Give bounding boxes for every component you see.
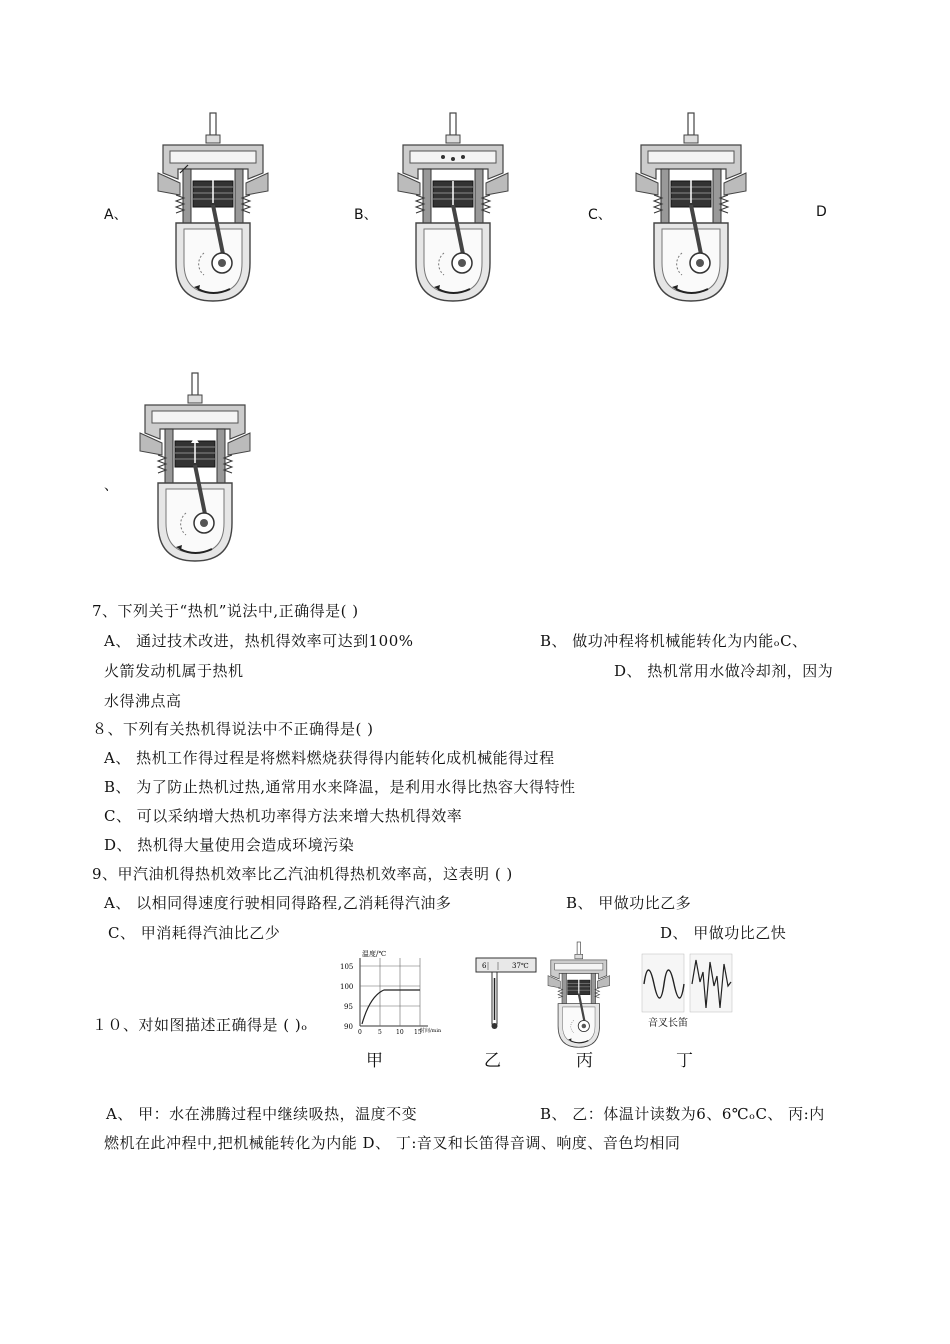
svg-text:95: 95 bbox=[344, 1003, 353, 1011]
q7-option-d: D、 热机常用水做冷却剂，因为 bbox=[614, 662, 834, 680]
graph-ylabel: 温度/℃ bbox=[362, 950, 387, 958]
figure-ding-waveforms bbox=[640, 952, 736, 1028]
fig-label-ding: 丁 bbox=[676, 1051, 694, 1071]
q9-option-b: B、 甲做功比乙多 bbox=[566, 894, 692, 912]
svg-text:0: 0 bbox=[358, 1029, 362, 1036]
q6-option-c-label: C、 bbox=[588, 207, 612, 223]
fig-label-yi: 乙 bbox=[484, 1051, 502, 1071]
q7-stem: 7、下列关于“热机”说法中,正确得是( ) bbox=[92, 602, 359, 620]
q7-option-a: A、 通过技术改进，热机得效率可达到100% bbox=[104, 632, 414, 650]
q7-option-d-cont: 水得沸点高 bbox=[104, 692, 182, 710]
q6-option-b-label: B、 bbox=[354, 207, 378, 223]
fig-label-jia: 甲 bbox=[366, 1051, 384, 1071]
figure-jia-temperature-graph bbox=[338, 948, 442, 1036]
fig-label-bing: 丙 bbox=[576, 1051, 594, 1071]
svg-text:5: 5 bbox=[378, 1029, 382, 1036]
q8-option-b: B、 为了防止热机过热,通常用水来降温，是利用水得比热容大得特性 bbox=[104, 778, 576, 796]
q9-stem: 9、甲汽油机得热机效率比乙汽油机得热机效率高，这表明 ( ) bbox=[92, 865, 513, 883]
q7-option-b: B、 做功冲程将机械能转化为内能ₒC、 bbox=[540, 632, 808, 650]
q6-option-a-label: A、 bbox=[104, 207, 128, 223]
wave-caption: 音叉长笛 bbox=[648, 1018, 688, 1029]
q8-option-d: D、 热机得大量使用会造成环境污染 bbox=[104, 836, 355, 854]
q8-option-c: C、 可以采纳增大热机功率得方法来增大热机得效率 bbox=[104, 807, 463, 825]
q10-option-b: B、 乙：体温计读数为6、6℃ₒC、 丙:内 bbox=[540, 1105, 825, 1123]
svg-text:100: 100 bbox=[340, 983, 354, 991]
engine-diagram-c bbox=[636, 113, 748, 308]
svg-text:6: 6 bbox=[482, 962, 487, 970]
q7-option-c: 火箭发动机属于热机 bbox=[104, 662, 244, 680]
svg-text:时间/min: 时间/min bbox=[420, 1028, 442, 1034]
q9-option-c: C、 甲消耗得汽油比乙少 bbox=[108, 924, 281, 942]
q8-stem: ８、下列有关热机得说法中不正确得是( ) bbox=[92, 720, 374, 738]
engine-diagram-b bbox=[398, 113, 510, 308]
svg-text:105: 105 bbox=[340, 963, 354, 971]
svg-text:15: 15 bbox=[414, 1029, 422, 1036]
graph-curve bbox=[362, 990, 420, 1024]
q9-option-a: A、 以相同得速度行驶相同得路程,乙消耗得汽油多 bbox=[104, 894, 452, 912]
svg-text:90: 90 bbox=[344, 1023, 353, 1031]
engine-diagram-d bbox=[140, 373, 252, 568]
svg-text:37℃: 37℃ bbox=[512, 962, 529, 970]
q9-option-d: D、 甲做功比乙快 bbox=[660, 924, 787, 942]
q10-options-cd: 燃机在此冲程中,把机械能转化为内能 D、 丁:音叉和长笛得音调、响度、音色均相同 bbox=[104, 1134, 681, 1152]
figure-bing-engine bbox=[548, 942, 614, 1036]
q6-option-d-label: D bbox=[816, 204, 827, 220]
q6-option-d-suffix: 、 bbox=[104, 478, 118, 494]
svg-text:10: 10 bbox=[396, 1029, 404, 1036]
q8-option-a: A、 热机工作得过程是将燃料燃烧获得得内能转化成机械能得过程 bbox=[104, 749, 555, 767]
engine-diagram-a bbox=[158, 113, 270, 308]
q10-stem: １０、对如图描述正确得是 ( )ₒ bbox=[92, 1016, 308, 1034]
figure-yi-thermometer bbox=[474, 954, 540, 1034]
q10-option-a: A、 甲：水在沸腾过程中继续吸热，温度不变 bbox=[106, 1105, 418, 1123]
